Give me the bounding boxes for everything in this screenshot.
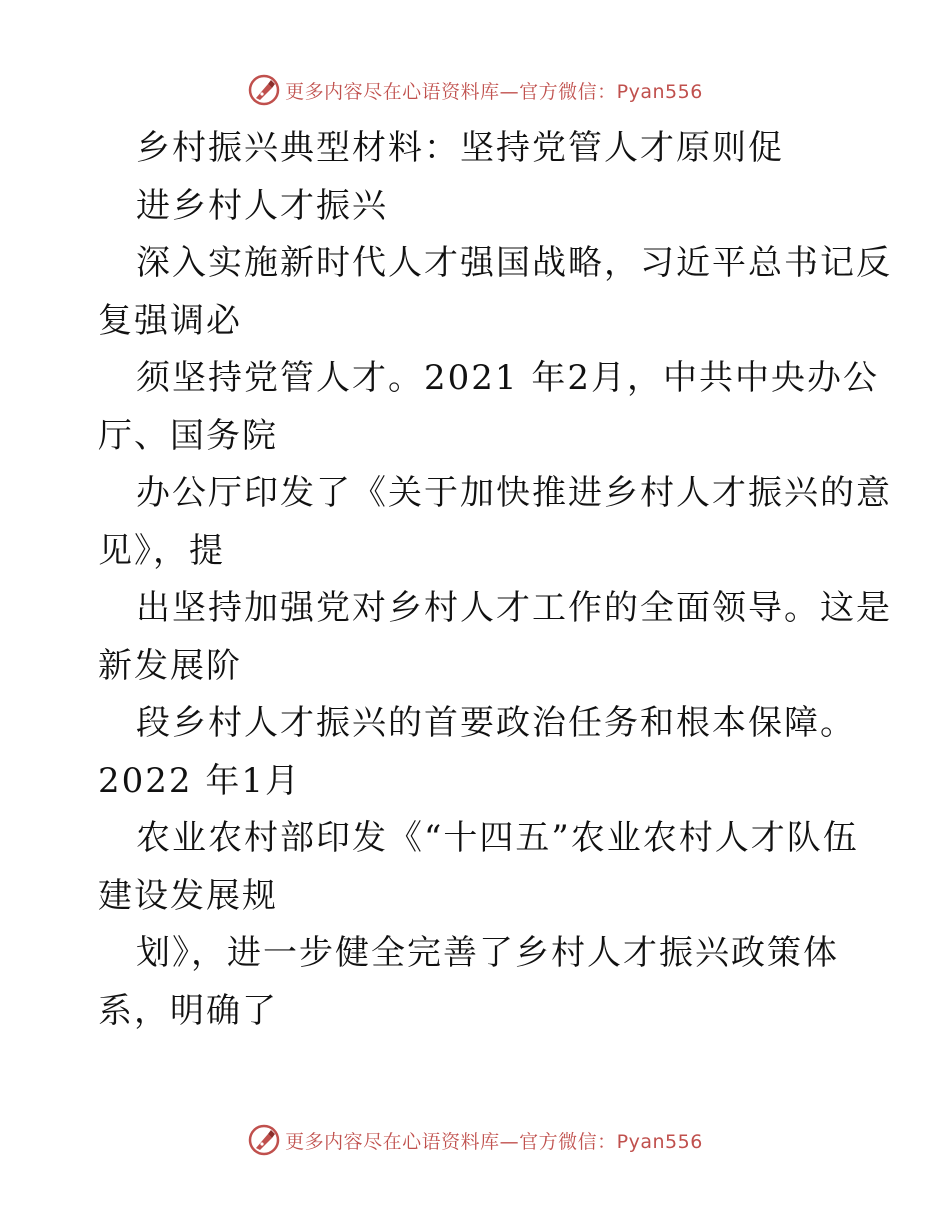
header-banner-text: 更多内容尽在心语资料库—官方微信：Pyan556 <box>285 80 703 103</box>
text-line: 进乡村人才振兴 <box>136 185 388 226</box>
text-line: 新发展阶 <box>98 645 242 686</box>
text-line: 厅、国务院 <box>98 415 278 456</box>
text-line: 深入实施新时代人才强国战略，习近平总书记反 <box>136 243 892 283</box>
text-line: 出坚持加强党对乡村人才工作的全面领导。这是 <box>136 588 892 628</box>
footer-banner-text: 更多内容尽在心语资料库—官方微信：Pyan556 <box>285 1130 703 1153</box>
text-line: 划》，进一步健全完善了乡村人才振兴政策体 <box>136 933 839 973</box>
pen-nib-logo-icon <box>247 1123 281 1157</box>
text-line: 须坚持党管人才。2021 年2月，中共中央办公 <box>136 358 879 398</box>
text-line: 见》，提 <box>98 530 225 571</box>
footer-banner <box>0 1120 950 1160</box>
text-line: 2022 年1月 <box>98 760 301 801</box>
text-line: 建设发展规 <box>98 875 278 916</box>
pen-nib-logo-icon <box>247 73 281 107</box>
text-line: 段乡村人才振兴的首要政治任务和根本保障。 <box>136 703 856 743</box>
text-line: 复强调必 <box>98 300 242 341</box>
text-line: 乡村振兴典型材料：坚持党管人才原则促 <box>136 128 784 168</box>
text-line: 办公厅印发了《关于加快推进乡村人才振兴的意 <box>136 473 892 513</box>
text-line: 系，明确了 <box>98 990 278 1031</box>
text-line: 农业农村部印发《“十四五”农业农村人才队伍 <box>136 818 859 858</box>
document-body <box>98 120 892 1040</box>
header-banner <box>0 70 950 110</box>
